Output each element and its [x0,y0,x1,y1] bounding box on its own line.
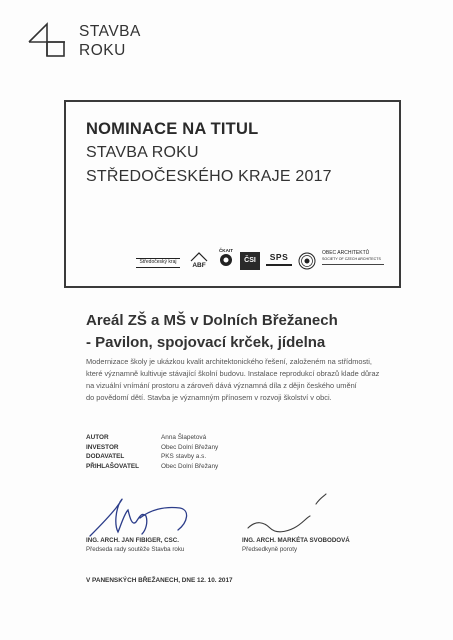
csi-logo [240,252,260,270]
stredocesky-kraj-logo [136,258,180,268]
autor-label: AUTOR [86,434,109,441]
project-description [86,356,396,404]
nomination-title: NOMINACE NA TITUL [86,120,259,138]
place-and-date: V PANENSKÝCH BŘEŽANECH, DNE 12. 10. 2017 [86,577,233,584]
nomination-line-2: STŘEDOČESKÉHO KRAJE 2017 [86,168,332,185]
investor-label: INVESTOR [86,443,119,451]
right-signatory-role: Předsedkyně poroty [242,546,298,553]
nomination-line-1: STAVBA ROKU [86,144,199,161]
stredocesky-kraj-text: Středočeský kraj [139,259,177,265]
obec-architektu-logo [322,250,388,265]
left-signature [90,499,187,536]
logo-text [79,22,141,60]
prihlasovatel-value: Obec Dolní Břežany [161,462,219,470]
dodavatel-value: PKS stavby a.s. [161,453,207,460]
nomination-box [64,100,401,288]
ckait-text: ČKAIT [218,248,234,253]
logo-line-1: STAVBA [79,23,141,40]
seal-logo [298,252,316,272]
abf-logo [190,252,208,269]
ckait-logo [216,248,236,269]
prihlasovatel-label: PŘIHLAŠOVATEL [86,462,140,470]
sps-underline [266,264,292,266]
ckait-emblem-icon [218,253,234,267]
left-signatory-name: ING. ARCH. JAN FIBIGER, CSC. [86,537,179,544]
partner-logos [136,248,396,274]
obec-architektu-text: OBEC ARCHITEKTŮ [322,250,370,256]
description-line: na vizuální vnímání prostoru a zároveň dává významná díla z dějin českého umění [86,381,357,390]
dodavatel-label: DODAVATEL [86,453,125,460]
logo-line-2: ROKU [79,42,126,59]
left-signatory-role: Předseda rady soutěže Stavba roku [86,546,185,553]
sps-logo [266,252,292,266]
abf-text: ABF [192,262,206,269]
stavba-roku-logo-mark [27,22,67,58]
obec-architektu-rule [322,264,384,265]
abf-roof-icon [190,252,208,262]
project-title-line-1: Areál ZŠ a MŠ v Dolních Břežanech [86,312,338,329]
description-line: Modernizace školy je ukázkou kvalit architektonického řešení, založeném na střídmosti, [86,357,372,366]
description-line: které významně kultivuje stávající školní budovu. Instalace reprodukcí obrazů klade důraz [86,369,380,378]
sps-text: SPS [269,252,289,262]
obec-architektu-subtext: SOCIETY OF CZECH ARCHITECTS [322,257,381,261]
investor-value: Obec Dolní Břežany [161,443,219,451]
csi-text: ČSI [244,257,256,264]
stavba-roku-logo [27,20,157,68]
right-signatory-name: ING. ARCH. MARKÉTA SVOBODOVÁ [242,537,350,544]
project-title-line-2: - Pavilon, spojovací krček, jídelna [86,334,326,351]
right-signature [248,494,326,532]
seal-icon [298,252,316,270]
description-line: do povědomí dětí. Stavba je významným přínosem v rozvoji školství v obci. [86,393,332,402]
autor-value: Anna Šlapetová [161,434,207,441]
